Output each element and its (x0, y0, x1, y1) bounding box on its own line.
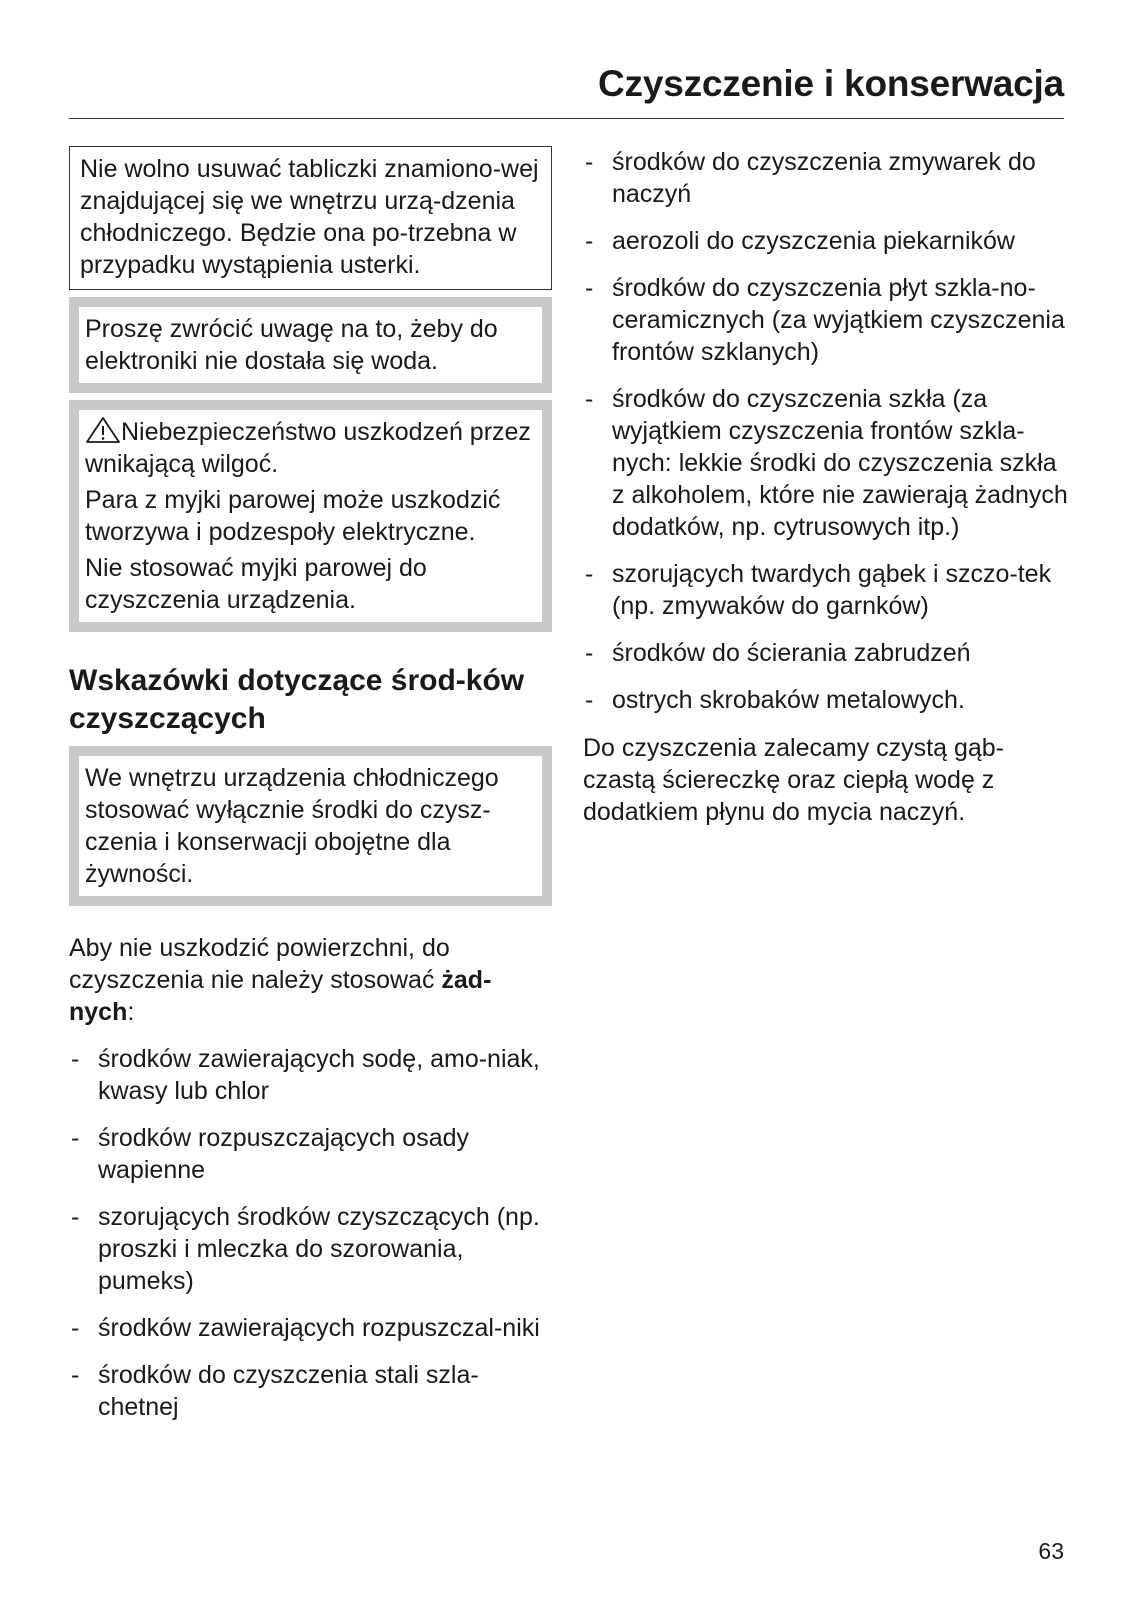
list-item: - środków zawierających rozpuszczal-niki (69, 1312, 552, 1344)
prohibited-list-left (69, 1043, 552, 1423)
warning-line-dont-use: Nie stosować myjki parowej do czyszczenia urządzenia. (85, 554, 427, 614)
food-safe-text: We wnętrzu urządzenia chłodniczego stosować wyłącznie środki do czysz-czenia i konserwacji obojętne dla żywności. (85, 764, 499, 888)
page-title: Czyszczenie i konserwacja (598, 63, 1064, 104)
list-item: - środków do ścierania zabrudzeń (583, 637, 1068, 669)
left-column (69, 146, 552, 1423)
intro-end: : (127, 998, 135, 1026)
warning-line-steam: Para z myjki parowej może uszkodzić tworzywa i podzespoły elektryczne. (85, 486, 501, 546)
intro-text: Aby nie uszkodzić powierzchni, do czyszczenia nie należy stosować (69, 934, 450, 994)
intro-paragraph (69, 932, 552, 1028)
list-item: - aerozoli do czyszczenia piekarników (583, 225, 1068, 257)
food-safe-note (69, 746, 552, 906)
electronics-water-note (69, 297, 552, 393)
right-column (583, 146, 1068, 828)
warning-heading: Niebezpieczeństwo uszkodzeń przez wnikającą wilgoć. (85, 418, 531, 478)
prohibited-list-right (583, 146, 1068, 716)
list-item: - środków do czyszczenia szkła (za wyjątkiem czyszczenia frontów szkla-nych: lekkie środki do czyszczenia szkła z alkoholem, które nie zawierają żadnych dodatków, np. cytrusowych itp.) (583, 383, 1068, 543)
list-item: - środków rozpuszczających osady wapienne (69, 1122, 552, 1186)
moisture-warning-box (69, 400, 552, 632)
list-item: - środków do czyszczenia zmywarek do naczyń (583, 146, 1068, 210)
list-item: - środków zawierających sodę, amo-niak, kwasy lub chlor (69, 1043, 552, 1107)
section-heading: Wskazówki dotyczące środ-ków czyszczących (69, 664, 525, 735)
list-item: - ostrych skrobaków metalowych. (583, 684, 1068, 716)
intro-bold: żad-nych (69, 966, 492, 1026)
list-item: - szorujących twardych gąbek i szczo-tek (np. zmywaków do garnków) (583, 558, 1068, 622)
header-rule (69, 118, 1064, 119)
warning-triangle-icon (85, 416, 121, 444)
closing-paragraph: Do czyszczenia zalecamy czystą gąb-czastą ściereczkę oraz ciepłą wodę z dodatkiem płynu do mycia naczyń. (583, 734, 1004, 826)
electronics-water-text: Proszę zwrócić uwagę na to, żeby do elektroniki nie dostała się woda. (85, 315, 498, 375)
list-item: - szorujących środków czyszczących (np. proszki i mleczka do szorowania, pumeks) (69, 1201, 552, 1297)
warning-heading-line (85, 416, 536, 480)
rating-plate-note-text: Nie wolno usuwać tabliczki znamiono-wej znajdującej się we wnętrzu urzą-dzenia chłodniczego. Będzie ona po-trzebna w przypadku wystąpienia usterki. (80, 155, 539, 279)
list-item: - środków do czyszczenia płyt szkla-no-ceramicznych (za wyjątkiem czyszczenia frontów szklanych) (583, 272, 1068, 368)
rating-plate-note (69, 146, 552, 290)
page-number: 63 (1038, 1538, 1064, 1564)
list-item: - środków do czyszczenia stali szla-chetnej (69, 1359, 552, 1423)
